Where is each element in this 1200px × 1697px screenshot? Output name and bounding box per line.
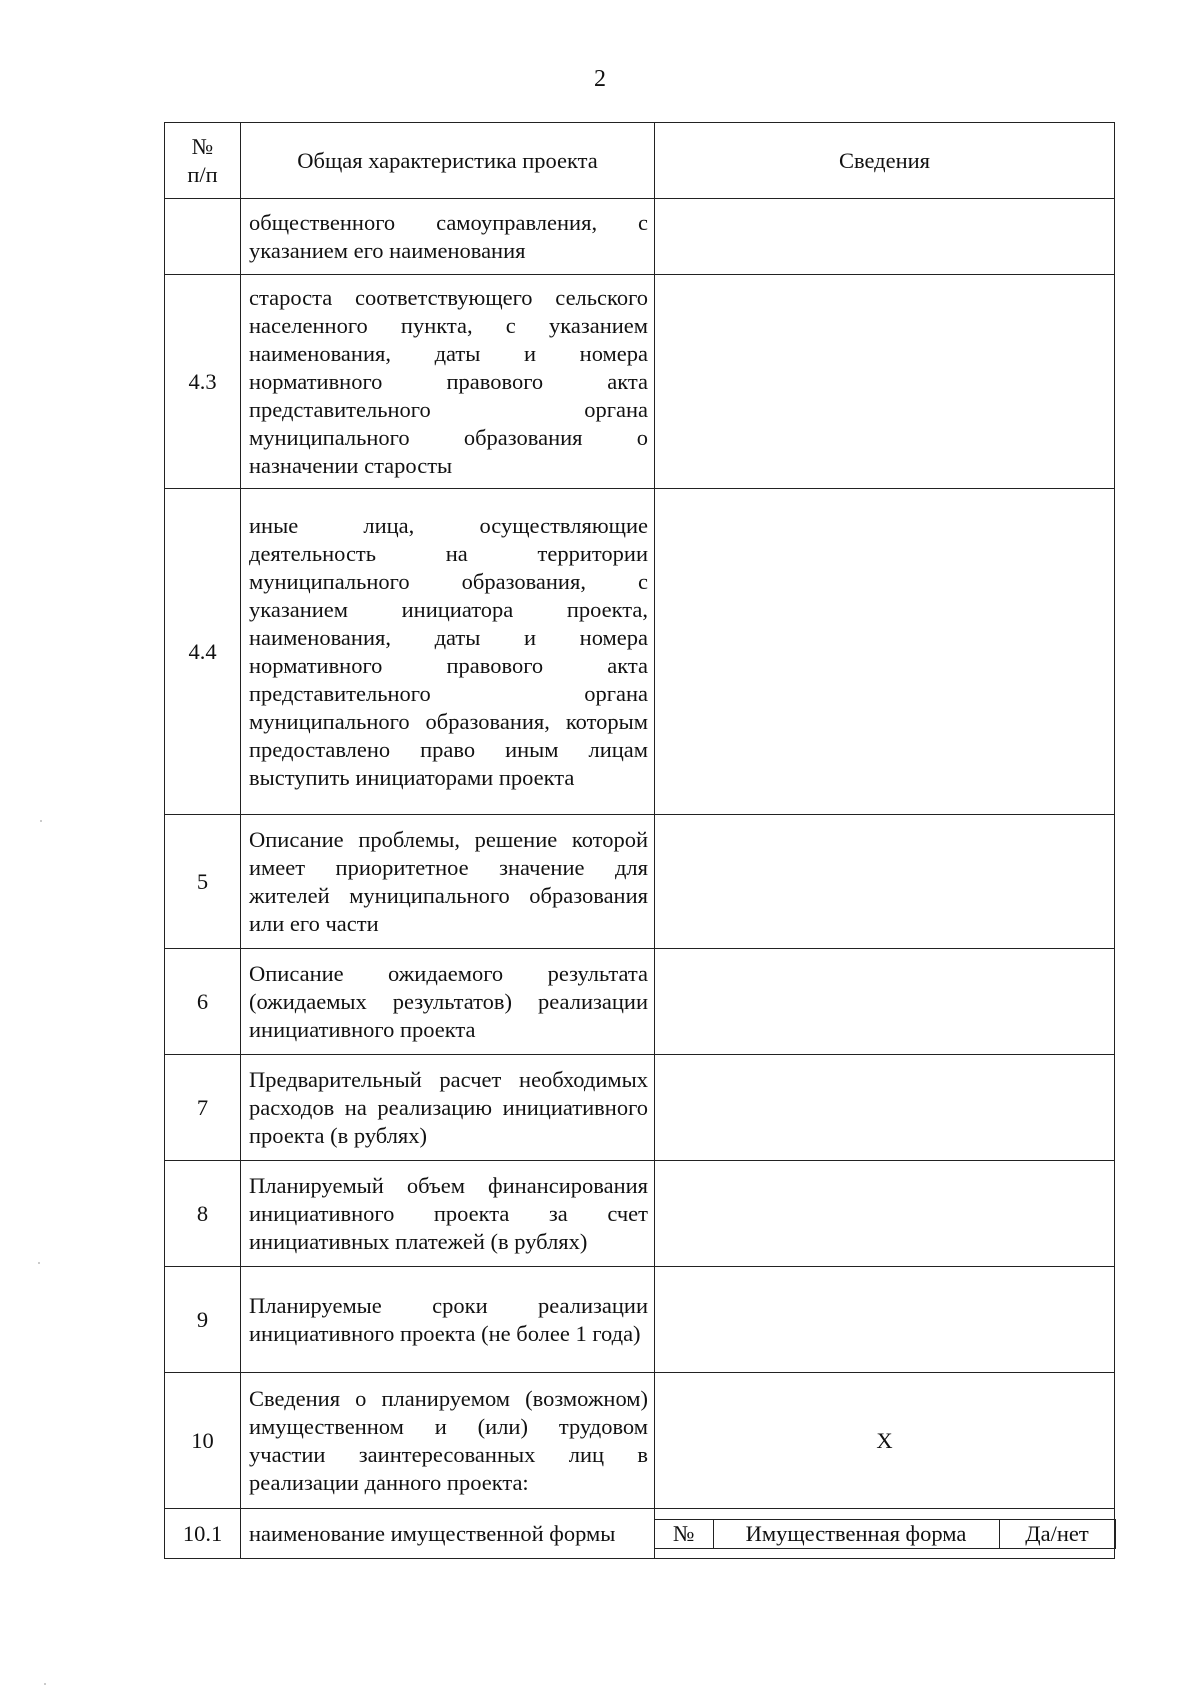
project-characteristics-table	[164, 122, 1115, 1559]
property-form-subtable	[655, 1519, 1116, 1549]
row-number: 7	[165, 1055, 241, 1161]
row-info	[655, 489, 1115, 815]
table-row	[165, 1055, 1115, 1161]
row-info	[655, 275, 1115, 489]
row-number: 8	[165, 1161, 241, 1267]
row-number	[165, 199, 241, 275]
scan-speck	[40, 820, 42, 822]
sub-header-yes-no: Да/нет	[999, 1519, 1115, 1548]
page-number: 2	[594, 66, 606, 92]
table-row	[165, 1267, 1115, 1373]
table-row	[165, 1161, 1115, 1267]
header-description: Общая характеристика проекта	[241, 123, 655, 199]
row-description: Планируемый объем финансирования инициативного проекта за счет инициативных платежей (в рублях)	[241, 1161, 655, 1267]
scan-speck	[44, 1683, 46, 1685]
table-header-row	[165, 123, 1115, 199]
header-number	[165, 123, 241, 199]
row-description: Сведения о планируемом (возможном) имущественном и (или) трудовом участии заинтересованных лиц в реализации данного проекта:	[241, 1373, 655, 1509]
row-info	[655, 199, 1115, 275]
header-info: Сведения	[655, 123, 1115, 199]
property-form-subtable-cell	[655, 1509, 1115, 1559]
row-number: 9	[165, 1267, 241, 1373]
row-description: Планируемые сроки реализации инициативного проекта (не более 1 года)	[241, 1267, 655, 1373]
row-info: X	[655, 1373, 1115, 1509]
row-description: Описание проблемы, решение которой имеет приоритетное значение для жителей муниципального образования или его части	[241, 815, 655, 949]
header-number-abbr: п/п	[187, 161, 218, 187]
table-row	[165, 489, 1115, 815]
row-description: общественного самоуправления, с указанием его наименования	[241, 199, 655, 275]
row-description: наименование имущественной формы	[241, 1509, 655, 1559]
row-number: 4.3	[165, 275, 241, 489]
table-row	[165, 275, 1115, 489]
table-row	[165, 815, 1115, 949]
row-info	[655, 1267, 1115, 1373]
row-number: 6	[165, 949, 241, 1055]
row-number: 10.1	[165, 1509, 241, 1559]
row-number: 10	[165, 1373, 241, 1509]
sub-header-number: №	[655, 1519, 713, 1548]
header-number-symbol: №	[191, 133, 214, 159]
row-number: 5	[165, 815, 241, 949]
row-info	[655, 1161, 1115, 1267]
row-description: иные лица, осуществляющие деятельность на территории муниципального образования, с указанием инициатора проекта, наименования, даты и номера нормативного правового акта представительного органа муниципального образования, которым предоставлено право иным лицам выступить инициаторами проекта	[241, 489, 655, 815]
table-row-10-1	[165, 1509, 1115, 1559]
row-info	[655, 815, 1115, 949]
sub-header-property-form: Имущественная форма	[713, 1519, 999, 1548]
table-row	[165, 1373, 1115, 1509]
row-description: староста соответствующего сельского населенного пункта, с указанием наименования, даты и номера нормативного правового акта представительного органа муниципального образования о назначении старосты	[241, 275, 655, 489]
table-row	[165, 949, 1115, 1055]
row-description: Описание ожидаемого результата (ожидаемых результатов) реализации инициативного проекта	[241, 949, 655, 1055]
row-number: 4.4	[165, 489, 241, 815]
row-info	[655, 1055, 1115, 1161]
table-row	[165, 199, 1115, 275]
scan-speck	[38, 1262, 40, 1264]
row-description: Предварительный расчет необходимых расходов на реализацию инициативного проекта (в рублях)	[241, 1055, 655, 1161]
row-info	[655, 949, 1115, 1055]
